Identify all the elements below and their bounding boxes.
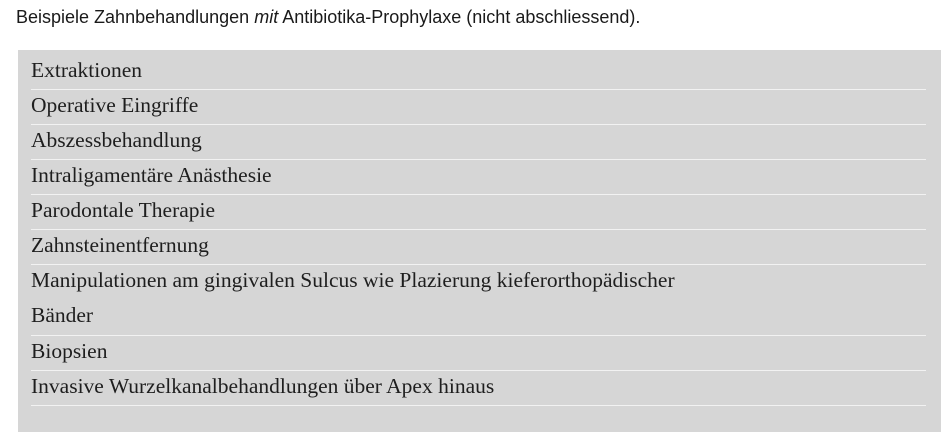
list-item: Zahnsteinentfernung <box>31 230 926 265</box>
list-item: Biopsien <box>31 336 926 371</box>
list-item-continuation: Bänder <box>31 300 926 336</box>
caption-emphasis: mit <box>254 7 279 27</box>
list-item: Invasive Wurzelkanalbehandlungen über Apex hinaus <box>31 371 926 406</box>
table-caption <box>16 4 640 30</box>
list-item: Extraktionen <box>31 55 926 90</box>
list-item: Abszessbehandlung <box>31 125 926 160</box>
caption-text-before: Beispiele Zahnbehandlungen <box>16 7 255 27</box>
list-item: Manipulationen am gingivalen Sulcus wie Plazierung kieferorthopädischer <box>31 268 675 292</box>
treatment-list <box>31 55 926 406</box>
list-item: Parodontale Therapie <box>31 195 926 230</box>
caption-text-after: Antibiotika-Prophylaxe (nicht abschliessend). <box>278 7 641 27</box>
list-item: Operative Eingriffe <box>31 90 926 125</box>
list-item: Intraligamentäre Anästhesie <box>31 160 926 195</box>
